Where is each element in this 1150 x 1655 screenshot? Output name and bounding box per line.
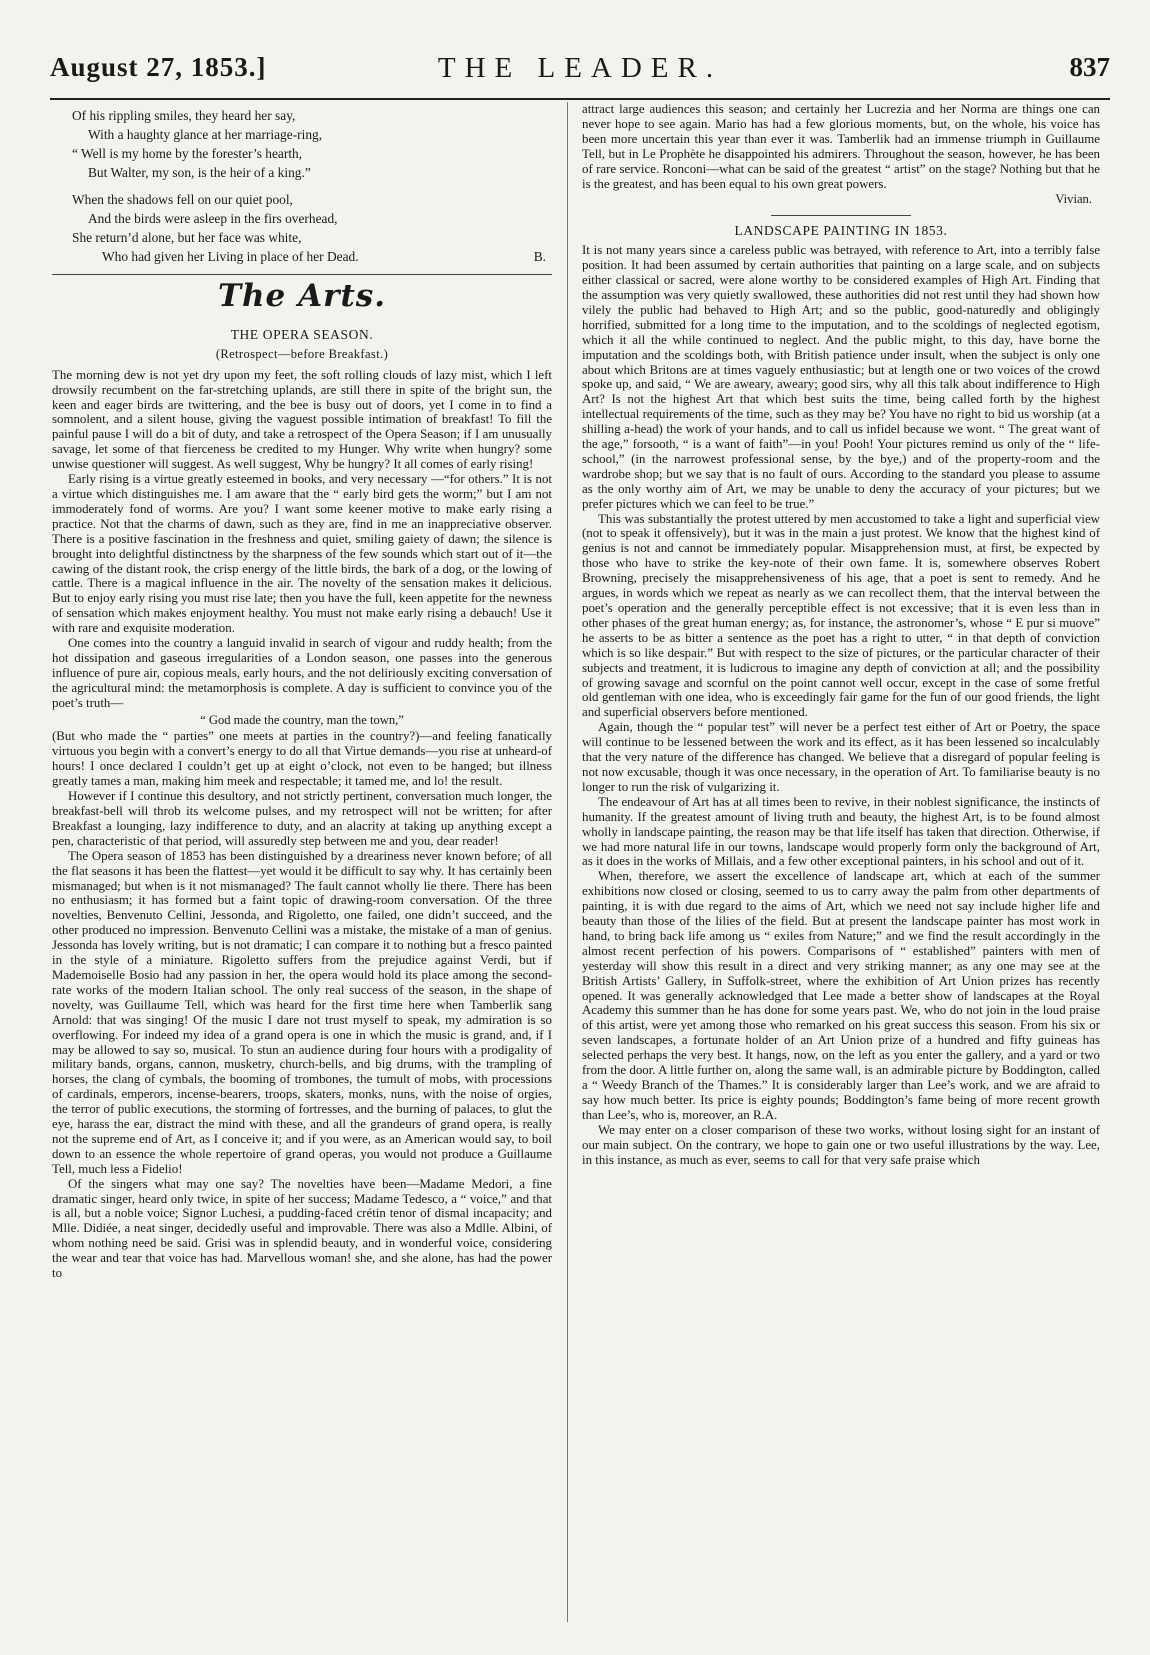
opera-paragraph: The morning dew is not yet dry upon my feet, the soft rolling clouds of lazy mist, which I left drowsily recumbent on the far-stretching uplands, are still there in spite of the bright sun, the keen and eager birds are twittering, and the bee is busy out of doors, yet I come in to find a somnolent, and a silent house, giving the vaguest possible intimation of breakfast! To fill the painful pause I will do a bit of duty, and take a retrospect of the Opera Season; if I am unusually savage, let some of that fierceness be credited to my Hunger. Why write when hungry? some unwise questioner will suggest. As well suggest, Why be hungry? It all comes of early rising! — [52, 367, 552, 472]
landscape-paragraph: Again, though the “ popular test” will never be a perfect test either of Art or Poetry, the space will continue to be lessened between the work and its effect, as it has been lessened so incalculably that the very nature of the difference has changed. We believe that a disregard of popular feeling is not now excusable, though it was once necessary, in the operation of Art. To familiarise beauty is no longer to run the risk of vulgarizing it. — [582, 720, 1100, 794]
article-title-opera: THE OPERA SEASON. — [230, 326, 374, 342]
poem-line: She return’d alone, but her face was white, — [72, 230, 302, 245]
poem-line: When the shadows fell on our quiet pool, — [72, 192, 293, 207]
opera-paragraph: Of the singers what may one say? The novelties have been—Madame Medori, a fine dramatic singer, heard only twice, in spite of her success; Madame Tedesco, a “ voice,” and that is all, but a noble voice; Signor Luchesi, a pudding-faced crétin tenor of dismal incapacity; and Mlle. Didiée, a neat singer, decidedly useful and improvable. There was also a Mdlle. Albini, of whom nothing need be said. Grisi was in splendid beauty, and in wonderful voice, considering the wear and tear that voice has had. Marvellous woman! she, and she alone, has had the power to — [52, 1176, 552, 1281]
opera-paragraph: One comes into the country a languid invalid in search of vigour and ruddy health; from the hot dissipation and gaseous irregularities of a London season, one passes into the generous influence of pure air, copious meals, early hours, and the not deliriously exciting conversation of the agricultural mind: the metamorphosis is complete. A day is sufficient to convince you of the poet’s truth— — [52, 636, 552, 710]
article-subtitle-opera: (Retrospect—before Breakfast.) — [215, 346, 389, 361]
poem-line: “ Well is my home by the forester’s hearth, — [72, 146, 303, 161]
opera-continuation: attract large audiences this season; and certainly her Lucrezia and her Norma are things one can never hope to see again. Mario has had a few glorious moments, but, on the whole, his voice has been more uncertain this year than ever it was. Tamberlik had an immense triumph in Guillaume Tell, but in Le Prophète he disappointed his admirers. Throughout the season, however, he has been of rare service. Ronconi—what can be said of the greatest “ artist” on the stage? Nothing but that he is the greatest, and has been equal to his own great powers. — [582, 102, 1100, 191]
right-column — [582, 102, 1100, 1622]
newspaper-title: THE LEADER. — [437, 52, 723, 84]
poem-line: Who had given her Living in place of her Dead. — [102, 249, 359, 264]
landscape-paragraph: When, therefore, we assert the excellence of landscape art, which at each of the summer exhibitions now closed or closing, seemed to us to carry away the palm from other departments of painting, it is with due regard to the aims of Art, which we need not say include higher life and beauty than those of the lilies of the field. But at present the landscape painter has most work in hand, to bring back life among us “ exiles from Nature;” and we find the result accordingly in the almost recent perfection of his powers. Comparisons of “ established” painters with men of yesterday will show this result in a direct and very striking manner; as any one may see at the British Artists’ Gallery, in Suffolk-street, where the exhibition of Art Union prizes has recently opened. It was generally acknowledged that Lee made a better show of landscapes at the Royal Academy this summer than he has done for some years past. We, who do not join in the loud praise of this artist, were yet among those who remarked on his great success this season. From his six or seven landscapes, a fortunate holder of an Art Union prize of a hundred and fifty guineas has selected perhaps the very best. It hangs, now, on the left as you enter the gallery, and a yard or two from the door. A little further on, along the same wall, is an admirable picture by Boddington, called a “ Weedy Branch of the Thames.” It is considerably larger than Lee’s work, and we are afraid to say how much better. Its price is eighty pounds; Boddington’s fame being of more recent growth than Lee’s, who is, moreover, an R.A. — [582, 869, 1100, 1122]
poem-final-line — [72, 247, 552, 266]
section-rule — [52, 274, 552, 275]
column-divider — [567, 102, 568, 1622]
landscape-paragraph: This was substantially the protest uttered by men accustomed to take a light and superficial view (not to speak it offensively), but it was in the main a just protest. We know that the highest kind of genius is not and cannot be immediately popular. Misapprehension must, at first, be expected by those who have to strike the key-note of their own fame. It is, somewhere observes Robert Browning, precisely the misapprehensiveness of his age, that a poet is sent to remedy. And he argues, in words which we repeat as nearly as we can recollect them, that the interval between the poet’s operation and the generally perceptible effect is not excessive; that it is even less than in other phases of the great human energy; as, for instance, the astronomer’s, whose “ E pur si muove” he asserts to be as bitter a sentence as the poet has a right to utter, “ in that depth of conviction which is so like despair.” But with respect to the size of pictures, or the particular character of their subjects and treatment, it is ludicrous to imagine any depth of conviction at all; and the possibility of growing savage and scornful on the point cannot well occur, except in the case of some fretful old gentleman with one idea, who is exceedingly fair game for the fun of our good friends, the light and superficial observers before mentioned. — [582, 511, 1100, 720]
poem-line: And the birds were asleep in the firs overhead, — [88, 211, 338, 226]
poem-line: Of his rippling smiles, they heard her say, — [72, 108, 296, 123]
landscape-paragraph: We may enter on a closer comparison of these two works, without losing sight for an instant of our main subject. On the contrary, we hope to gain one or two useful illustrations by the way. Lee, in this instance, as much as ever, seems to call for that very safe praise which — [582, 1122, 1100, 1167]
opera-quote: “ God made the country, man the town,” — [200, 712, 404, 727]
opera-paragraph: Early rising is a virtue greatly esteemed in books, and very necessary —“for others.” It is not a virtue which distinguishes me. I am aware that the “ early bird gets the worm;” but I am not immoderately fond of worms. Are you? I want some keener motive to make early rising a practice. Not that the charms of dawn, such as they are, find in me an inappreciative observer. There is a positive fascination in the freshness and quiet, smiling gaiety of dawn; the silence is brought into delightful distinctness by the sharpness of the few sounds which start out of it—the cawing of the distant rook, the crisp energy of the little birds, the bark of a dog, or the lowing of cattle. There is a magical influence in the air. The novelty of the sensation makes it delicious. But to enjoy early rising you must rise late; then you have the full, keen appetite for the newness of sensation which makes enjoyment healthy. You must not make early rising a debauch! Use it with rare and exquisite moderation. — [52, 472, 552, 636]
poem — [72, 106, 552, 266]
opera-paragraph: The Opera season of 1853 has been distinguished by a dreariness never known before; of all the flat seasons it has been the flattest—yet would it be difficult to say why. It has certainly been mismanaged; but when is it not mismanaged? The fault cannot wholly lie there. There has been no enthusiasm; it has formed but a faint topic of drawing-room conversation. Of the three novelties, Benvenuto Cellini, Jessonda, and Rigoletto, one failed, one didn’t succeed, and the other produced no impression. Benvenuto Cellini was a mistake, the mistake of a man of genius. Jessonda has lovely writing, but is not dramatic; I can compare it to nothing but a fresco painted in the style of a miniature. Rigoletto suffers from the prejudice against Verdi, but if Mademoiselle Bosio had any passion in her, the opera would hold its place among the second-rate works of the modern Italian school. The only real success of the season, in the shape of novelty, was Guillaume Tell, which was heard for the first time here when Tamberlik sang Arnold: that was singing! Of the music I dare not trust myself to speak, my admiration is so overflowing. For indeed my idea of a grand opera is one in which the music is grand, and, if I may be allowed to say so, musical. To stun an audience during four hours with a prodigality of military bands, organs, cannon, musketry, church-bells, and big drums, with the trampling of horses, the clang of cymbals, the booming of trombones, the tumult of mobs, with processions of cardinals, emperors, incense-bearers, troops, skaters, monks, nuns, with the noise of orgies, the terror of public executions, the storming of fortresses, and the burning of palaces, to glut the eye, harass the ear, distract the mind with these, and all the grandeurs of grand opera, is really not the supreme end of Art, as I conceive it; and if you were, as an American would say, to boil down to an essence the whole repertoire of grand operas, you would not produce a Guillaume Tell, much less a Fidelio! — [52, 848, 552, 1176]
poem-stanza — [72, 106, 552, 182]
opera-signature: Vivian. — [1055, 192, 1092, 207]
article-separator — [771, 215, 911, 216]
opera-paragraph: (But who made the “ parties” one meets at parties in the country?)—and feeling fanatically virtuous you begin with a convert’s energy to do all that Virtue demands—you rise at unheard-of hours! I once declared I couldn’t get up at eight o’clock, not even to be hanged; but illness greatly tames a man, making him meek and respectable; it tamed me, and lo! the result. — [52, 729, 552, 789]
landscape-paragraph: It is not many years since a careless public was betrayed, with reference to Art, into a terribly false position. It had been assumed by certain authorities that painting on a large scale, and on subjects either classical or sacred, were alone worthy to be considered examples of High Art. Finding that the assumption was very quietly swallowed, these authorities did not rest until they had shown how vilely the public had behaved to High Art; and so the public, good-naturedly and obligingly horrified, submitted for a long time to the imputation, and to the scoldings of neglected egotism, which it all the while continued to neglect. And the public might, to this day, have borne the imputation and the scoldings both, with British patience under insult, when the subject is only one about which Britons are at times vaguely enthusiastic; but at length one or two voices of the crowd spoke up, and said, “ We are aweary, aweary; good sirs, why all this talk about indifference to High Art? Is not the highest Art that which best suits the time, being called forth by the highest intellectual requirements of the time, such as they may be? You have no right to bid us worship (at a shilling a-head) the work of your hands, and to call us infidel because we wont. “ The great want of the age,” forsooth, “ is a want of faith”—in you! Pooh! Your pictures remind us only of the “ life-school,” (in the narrowest professional sense, by the bye,) and of the property-room and the wardrobe shop; but we say that is no fault of ours. According to the standard you please to assume as the only worthy aim of Art, we may be unable to deny the accuracy of your pictures; but we prefer pictures which we can feel to be true.” — [582, 243, 1100, 511]
opera-paragraph: However if I continue this desultory, and not strictly pertinent, conversation much longer, the breakfast-bell will throb its welcome pulses, and my retrospect will not be written; for after Breakfast a lounging, lazy indifference to duty, and an alacrity at taking up anything except a pen, characteristic of that period, will assuredly step between me and you, dear reader! — [52, 789, 552, 848]
page-number: 837 — [1069, 52, 1110, 82]
landscape-paragraph: The endeavour of Art has at all times been to revive, in their noblest significance, the instincts of humanity. If the greatest amount of living truth and beauty, the highest Art, is to be found almost wholly in landscape painting, the reason may be that life itself has taken that direction. Otherwise, if we had more natural life in our towns, landscape would properly form only the background of Art, as it does in the works of Millais, and a few other exceptional painters, in his school and out of it. — [582, 794, 1100, 869]
poem-stanza — [72, 190, 552, 266]
poem-line: But Walter, my son, is the heir of a king.” — [88, 165, 311, 180]
masthead — [50, 50, 1110, 100]
section-heading-arts: The Arts. — [217, 278, 387, 314]
article-title-landscape: LANDSCAPE PAINTING IN 1853. — [734, 223, 948, 239]
left-column — [52, 102, 552, 1622]
poem-signature: B. — [533, 249, 546, 264]
issue-date: August 27, 1853.] — [50, 52, 267, 82]
poem-line: With a haughty glance at her marriage-ring, — [88, 127, 323, 142]
